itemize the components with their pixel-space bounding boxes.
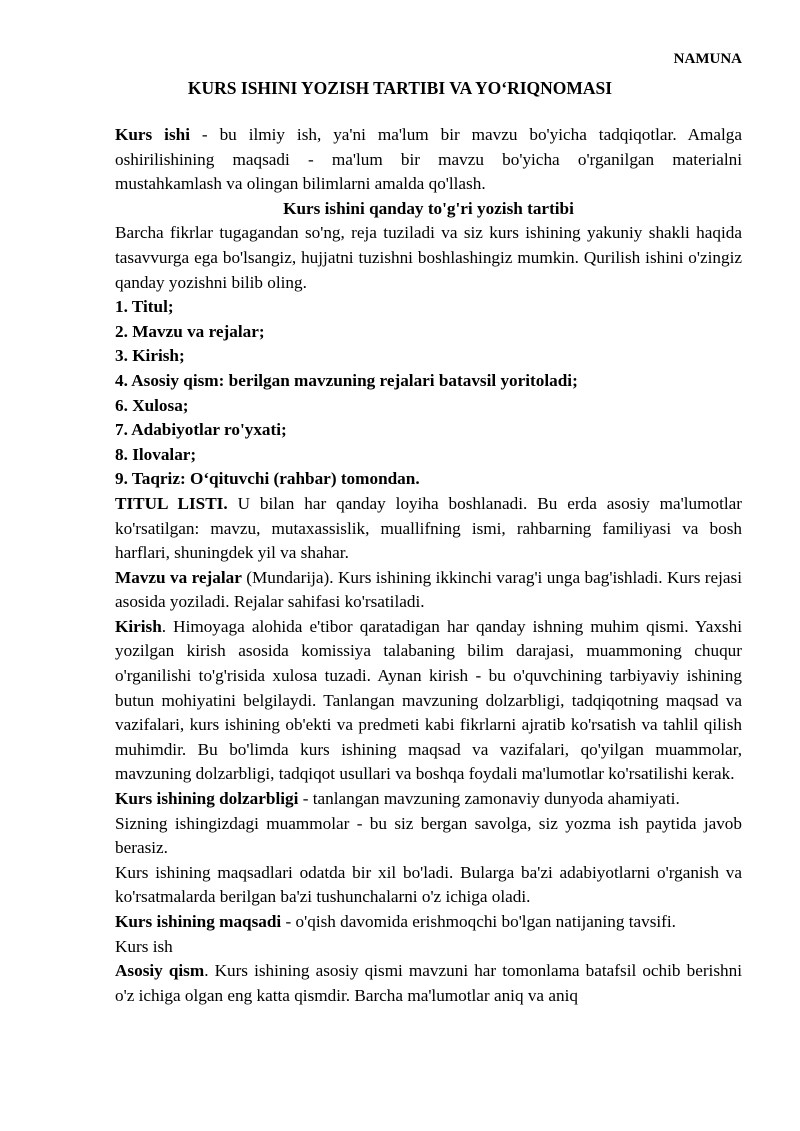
kurs-ish-line: Kurs ish xyxy=(115,936,173,956)
intro-text: - bu ilmiy ish, ya'ni ma'lum bir mavzu bo'yicha tadqiqotlar. Amalga oshirilishining maqsadi - ma'lum bir mavzu bo'yicha o'rganilgan materialni mustahkamlash va olingan bilimlarni amalda qo'llash. xyxy=(115,125,743,194)
muammolar-paragraph: Sizning ishingizdagi muammolar - bu siz bergan savolga, siz yozma ish paytida javob berasiz. xyxy=(115,813,742,858)
asosiy-term: Asosiy qism xyxy=(115,961,205,981)
maqsadi-text: - o'qish davomida erishmoqchi bo'lgan natijaning tavsifi. xyxy=(281,912,676,931)
mavzu-text: (Mundarija). Kurs ishining ikkinchi varag'i unga bag'ishladi. Kurs rejasi asosida yoziladi. Rejalar sahifasi ko'rsatiladi. xyxy=(115,567,743,612)
list-item: 8. Ilovalar; xyxy=(115,444,197,464)
list-item: 6. Xulosa; xyxy=(115,395,189,415)
dolzarblik-term: Kurs ishining dolzarbligi xyxy=(115,789,299,809)
intro-term: Kurs ishi xyxy=(115,125,190,144)
list-item: 9. Taqriz: O‘qituvchi (rahbar) tomondan. xyxy=(115,469,420,489)
titul-text: U bilan har qanday loyiha boshlanadi. Bu erda asosiy ma'lumotlar ko'rsatilgan: mavzu, mutaxassislik, muallifning ismi, rahbarning familiyasi va bosh harflari, shuningdek yil va shahar. xyxy=(115,493,742,563)
list-item: 4. Asosiy qism: berilgan mavzuning rejalari batavsil yoritoladi; xyxy=(115,370,578,390)
kirish-term: Kirish xyxy=(115,616,162,636)
titul-paragraph xyxy=(115,492,742,566)
asosiy-paragraph xyxy=(115,959,742,1008)
section-heading: Kurs ishini qanday to'g'ri yozish tartibi xyxy=(283,198,574,218)
kirish-paragraph xyxy=(115,615,742,787)
document-title: KURS ISHINI YOZISH TARTIBI VA YO‘RIQNOMASI xyxy=(187,78,613,98)
maqsadi-term: Kurs ishining maqsadi xyxy=(115,912,282,931)
document-body xyxy=(115,123,742,1008)
mavzu-term: Mavzu va rejalar xyxy=(115,567,242,587)
list-item: 1. Titul; xyxy=(115,297,174,317)
intro-paragraph xyxy=(115,123,742,197)
titul-term: TITUL LISTI. xyxy=(115,493,228,513)
list-item: 7. Adabiyotlar ro'yxati; xyxy=(115,420,287,440)
list-item: 3. Kirish; xyxy=(115,346,185,366)
section-intro: Barcha fikrlar tugagandan so'ng, reja tuziladi va siz kurs ishining yakuniy shakli haqida tasavvurga ega bo'lsangiz, hujjatni tuzishni boshlashingiz mumkin. Qurilish ishini o'zingiz qanday yozishni bilib oling. xyxy=(115,223,742,292)
maqsadi-paragraph xyxy=(115,910,742,935)
list-item: 2. Mavzu va rejalar; xyxy=(115,321,265,341)
kirish-text: . Himoyaga alohida e'tibor qaratadigan har qanday ishning muhim qismi. Yaxshi yozilgan kirish asosida komissiya talabaning bilim darajasi, muammoning chuqur o'rganilishi to'g'risida xulosa tuzadi. Aynan kirish - bu o'quvchining tarbiyaviy ishining butun mohiyatini belgilaydi. Tanlangan mavzuning dolzarbligi, tadqiqotning maqsad va vazifalari, kurs ishining ob'ekti va predmeti kabi fikrlarni ajratib ko'rsatish va tahlil qilish muhimdir. Bu bo'limda kurs ishining maqsad va vazifalari, qo'yilgan muammolar, mavzuning dolzarbligi, tadqiqot usullari va boshqa foydali ma'lumotlar ko'rsatilishi kerak. xyxy=(115,616,742,784)
mavzu-paragraph xyxy=(115,566,742,615)
dolzarblik-text: - tanlangan mavzuning zamonaviy dunyoda ahamiyati. xyxy=(298,789,680,809)
asosiy-text: . Kurs ishining asosiy qismi mavzuni har tomonlama batafsil ochib berishni o'z ichiga olgan eng katta qismdir. Barcha ma'lumotlar aniq va aniq xyxy=(115,961,742,1005)
sample-label: NAMUNA xyxy=(673,51,742,67)
maqsadlar-paragraph: Kurs ishining maqsadlari odatda bir xil bo'ladi. Bularga ba'zi adabiyotlarni o'rganish va ko'rsatmalarda berilgan ba'zi tushunchalarni o'z ichiga oladi. xyxy=(115,862,742,907)
structure-list xyxy=(115,295,742,492)
dolzarblik-paragraph xyxy=(115,787,742,812)
